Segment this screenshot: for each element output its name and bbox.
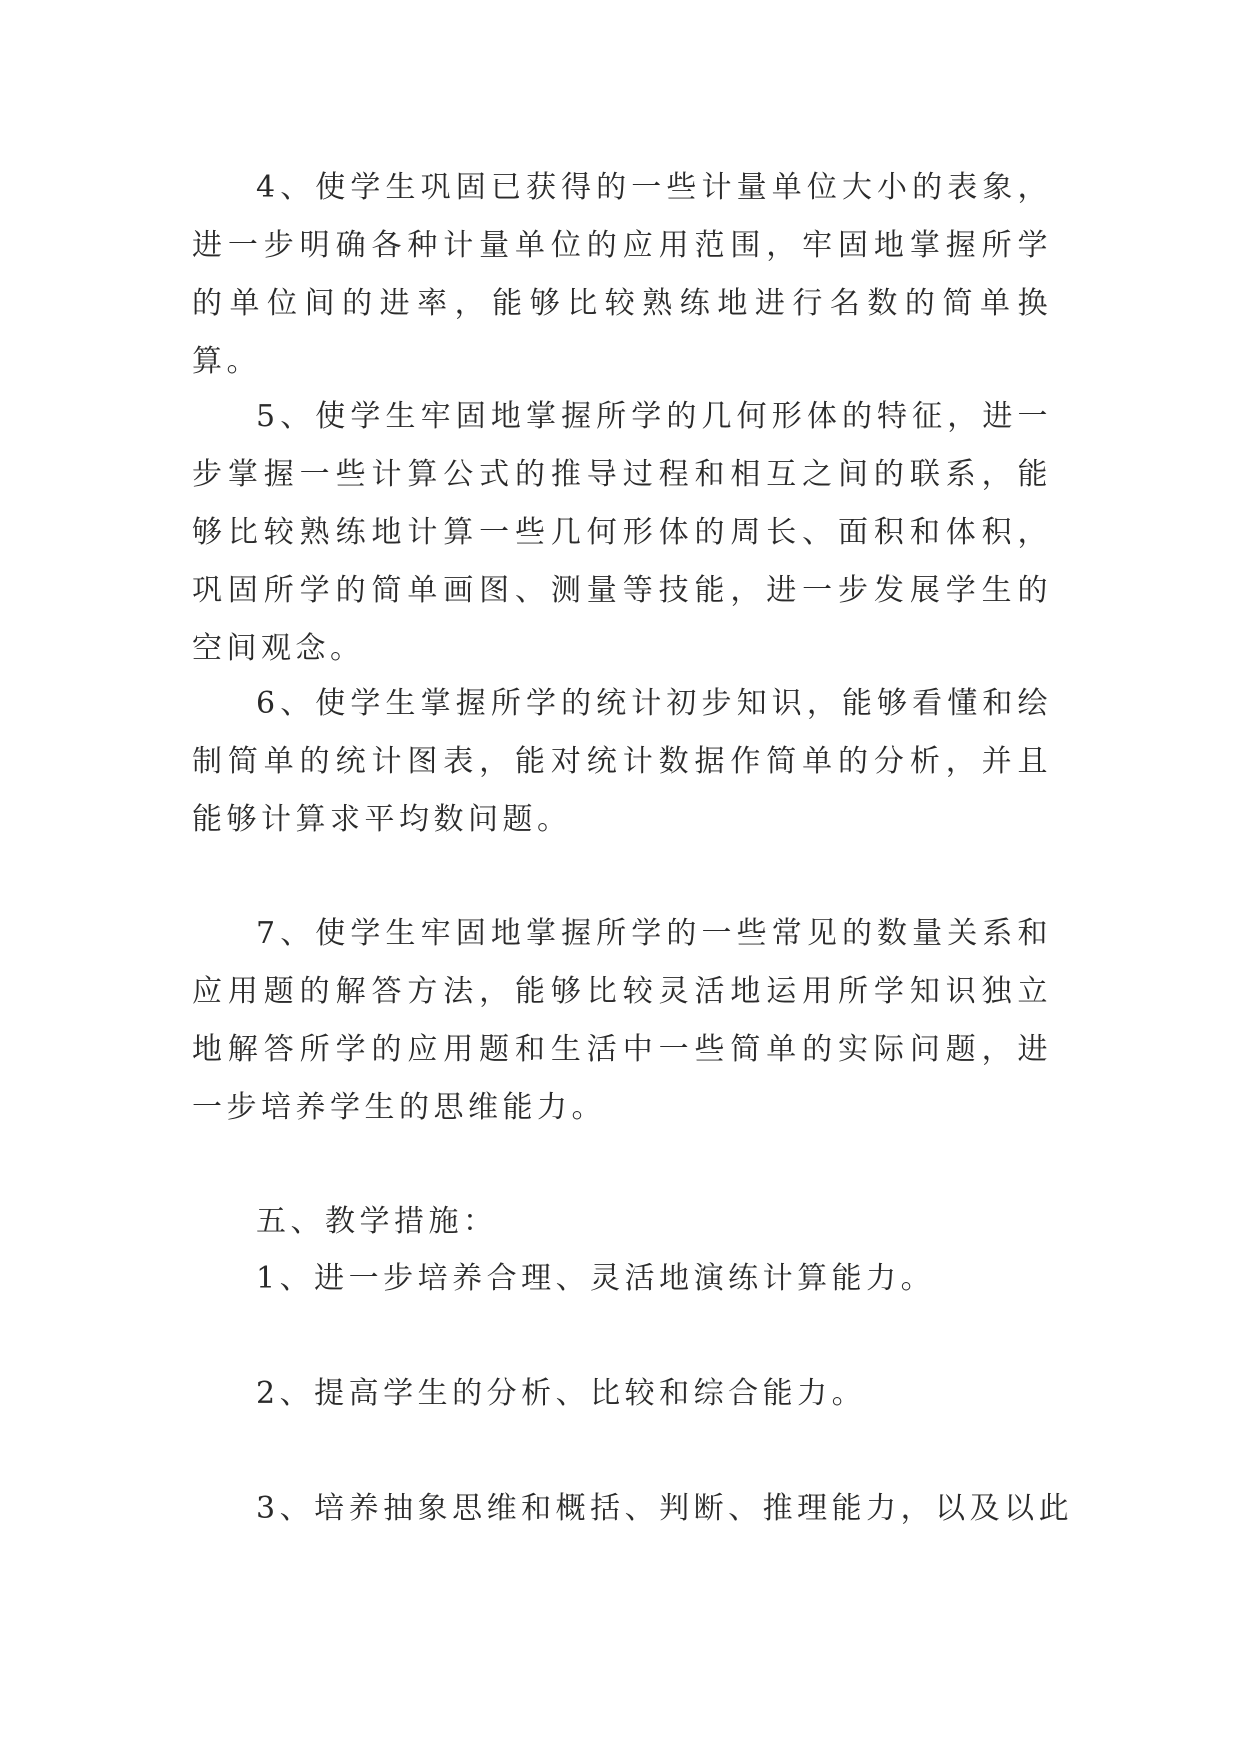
measure-item-1: 1、进一步培养合理、灵活地演练计算能力。 — [256, 1261, 936, 1296]
section-heading-teaching-measures: 五、教学措施： — [256, 1204, 498, 1239]
paragraph-item-6: 6、使学生掌握所学的统计初步知识，能够看懂和绘制简单的统计图表，能对统计数据作简单的分析，并且能够计算求平均数问题。 — [192, 686, 1052, 837]
paragraph-item-4: 4、使学生巩固已获得的一些计量单位大小的表象，进一步明确各种计量单位的应用范围，牢固地掌握所学的单位间的进率，能够比较熟练地进行名数的简单换算。 — [192, 170, 1052, 379]
paragraph-item-5: 5、使学生牢固地掌握所学的几何形体的特征，进一步掌握一些计算公式的推导过程和相互之间的联系，能够比较熟练地计算一些几何形体的周长、面积和体积，巩固所学的简单画图、测量等技能，进一步发展学生的空间观念。 — [192, 399, 1052, 666]
measure-item-3: 3、培养抽象思维和概括、判断、推理能力，以及以此 — [256, 1491, 1074, 1526]
paragraph-item-7: 7、使学生牢固地掌握所学的一些常见的数量关系和应用题的解答方法，能够比较灵活地运用所学知识独立地解答所学的应用题和生活中一些简单的实际问题，进一步培养学生的思维能力。 — [192, 916, 1052, 1125]
measure-item-2: 2、提高学生的分析、比较和综合能力。 — [256, 1376, 867, 1411]
